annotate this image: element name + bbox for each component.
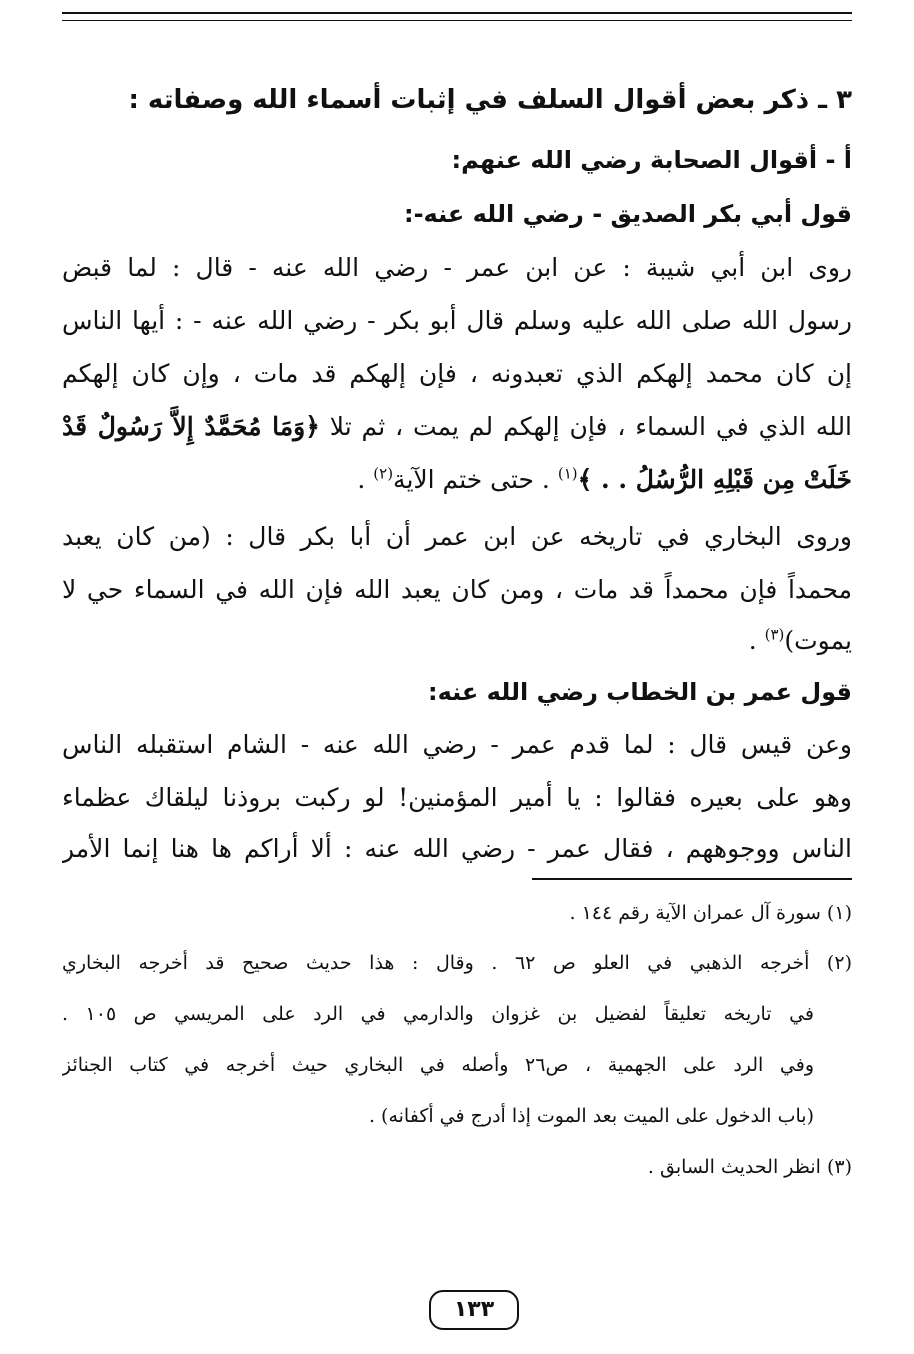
paragraph-line: الناس ووجوههم ، فقال عمر - رضي الله عنه : ألا أراكم ها هنا إنما الأمر [62, 834, 852, 863]
footnote-ref: (١) [557, 464, 578, 483]
paragraph-line: إن كان محمد إلهكم الذي تعبدونه ، فإن إلهكم قد مات ، وإن كان إلهكم [62, 359, 852, 388]
paragraph-text: . [748, 626, 765, 655]
page-number: ١٣٣ [429, 1290, 519, 1330]
section-heading: ٣ ـ ذكر بعض أقوال السلف في إثبات أسماء الله وصفاته : [128, 85, 852, 115]
paragraph-line: محمداً فإن محمداً قد مات ، ومن كان يعبد الله فإن الله في السماء حي لا [62, 575, 852, 604]
subheading-companions: أ - أقوال الصحابة رضي الله عنهم: [451, 146, 852, 174]
top-rule-thin [62, 20, 852, 21]
top-rule [62, 12, 852, 14]
footnote-ref: (٣) [764, 625, 785, 644]
paragraph-text: . حتى ختم الآية [393, 465, 558, 494]
paragraph-line: وروى البخاري في تاريخه عن ابن عمر أن أبا بكر قال : (من كان يعبد [62, 522, 852, 551]
paragraph-text: . [357, 465, 374, 494]
footnote-separator [532, 878, 852, 880]
abu-bakr-title: قول أبي بكر الصديق - رضي الله عنه-: [403, 200, 852, 228]
footnote-ref: (٢) [373, 464, 394, 483]
paragraph-line: روى ابن أبي شيبة : عن ابن عمر - رضي الله عنه - قال : لما قبض [62, 253, 852, 282]
quran-verse: خَلَتْ مِن قَبْلِهِ الرُّسُلُ . . ﴾ [577, 465, 852, 494]
footnote: (٣) انظر الحديث السابق . [647, 1156, 852, 1178]
paragraph-text: يموت) [784, 626, 852, 655]
paragraph-line: رسول الله صلى الله عليه وسلم قال أبو بكر - رضي الله عنه - : أيها الناس [62, 306, 852, 335]
paragraph-line [62, 455, 852, 505]
paragraph-text: الله الذي في السماء ، فإن إلهكم لم يمت ، ثم تلا [329, 412, 852, 441]
footnote: وفي الرد على الجهمية ، ص٢٦ وأصله في البخاري حيث أخرجه في كتاب الجنائز [62, 1054, 814, 1076]
paragraph-line: وهو على بعيره فقالوا : يا أمير المؤمنين! لو ركبت بروذنا ليلقاك عظماء [62, 783, 852, 812]
quran-verse: ﴿وَمَا مُحَمَّدٌ إِلاَّ رَسُولٌ قَدْ [62, 412, 320, 441]
umar-title: قول عمر بن الخطاب رضي الله عنه: [427, 678, 852, 706]
footnote: (٢) أخرجه الذهبي في العلو ص ٦٢ . وقال : هذا حديث صحيح قد أخرجه البخاري [62, 952, 852, 974]
footnote: (باب الدخول على الميت بعد الموت إذا أدرج في أكفانه) . [368, 1105, 814, 1127]
footnote: في تاريخه تعليقاً لفضيل بن غزوان والدارمي في الرد على المريسي ص ١٠٥ . [62, 1003, 814, 1025]
paragraph-line [62, 616, 852, 666]
paragraph-line [62, 402, 852, 452]
paragraph-line: وعن قيس قال : لما قدم عمر - رضي الله عنه - الشام استقبله الناس [62, 730, 852, 759]
footnote: (١) سورة آل عمران الآية رقم ١٤٤ . [569, 902, 852, 924]
